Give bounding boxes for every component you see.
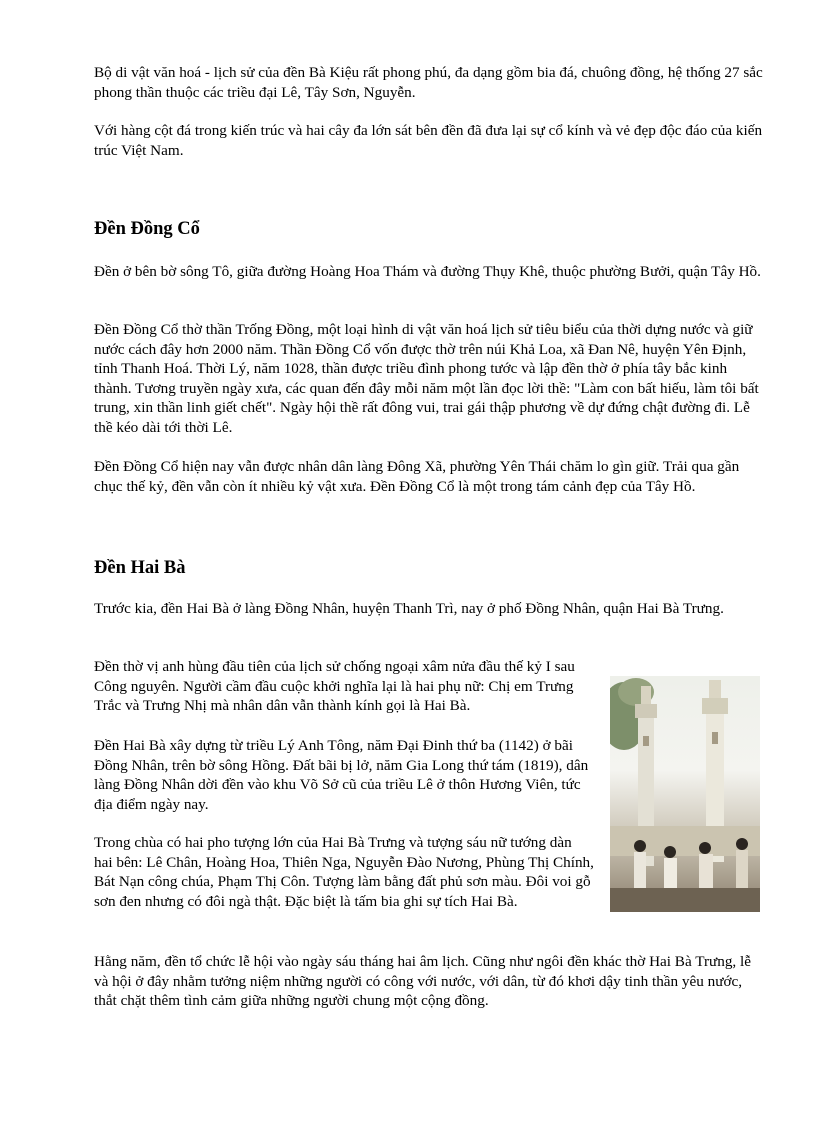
paragraph-dong-co-history: Đền Đồng Cổ thờ thần Trống Đồng, một loại hình di vật văn hoá lịch sử tiêu biểu của thời dựng nước và giữ nước cách đây hơn 2000 năm. Thần Đồng Cổ vốn được thờ trên núi Khả Loa, xã Đan Nê, huyện Yên Định, tỉnh Thanh Hoá. Thời Lý, năm 1028, thần được triều đình phong tước và lập đền thờ ở phía tây bắc kinh thành. Tương truyền ngày xưa, các quan đến đây mỗi năm một lần đọc lời thề: "Làm con bất hiếu, làm tôi bất trung, xin thần linh giết chết". Ngày hội thề rất đông vui, trai gái thập phương về dự đứng chật đường đi. Lễ thề kéo dài tới thời Lê. [94,321,759,436]
paragraph-ba-kieu-relics: Bộ di vật văn hoá - lịch sử của đền Bà Kiệu rất phong phú, đa dạng gồm bia đá, chuông đồng, hệ thống 27 sắc phong thần thuộc các triều đại Lê, Tây Sơn, Nguyễn. [94,64,763,101]
heading-den-dong-co: Đền Đồng Cổ [94,219,200,239]
paragraph-hai-ba-statues: Trong chùa có hai pho tượng lớn của Hai Bà Trưng và tượng sáu nữ tướng dàn hai bên: Lê Chân, Hoàng Hoa, Thiên Nga, Nguyễn Đào Nương, Phùng Thị Chính, Bát Nạn công chúa, Phạm Thị Côn. Tượng làm bằng đất phủ sơn màu. Đôi voi gỗ sơn đen nhưng có đôi ngà thật. Đặc biệt là tấm bia ghi sự tích Hai Bà. [94,834,594,910]
paragraph-dong-co-today: Đền Đồng Cổ hiện nay vẫn được nhân dân làng Đông Xã, phường Yên Thái chăm lo gìn giữ. Trải qua gần chục thế kỷ, đền vẫn còn ít nhiều kỷ vật xưa. Đền Đồng Cổ là một trong tám cảnh đẹp của Tây Hồ. [94,458,740,495]
temple-gate-photo [610,676,760,912]
paragraph-ba-kieu-architecture: Với hàng cột đá trong kiến trúc và hai cây đa lớn sát bên đền đã đưa lại sự cổ kính và vẻ đẹp độc đáo của kiến trúc Việt Nam. [94,122,763,159]
paragraph-hai-ba-heroes: Đền thờ vị anh hùng đầu tiên của lịch sử chống ngoại xâm nửa đầu thế kỷ I sau Công nguyên. Người cầm đầu cuộc khởi nghĩa lại là hai phụ nữ: Chị em Trưng Trắc và Trưng Nhị mà nhân dân vẫn thành kính gọi là Hai Bà. [94,658,575,715]
paragraph-dong-co-location: Đền ở bên bờ sông Tô, giữa đường Hoàng Hoa Thám và đường Thụy Khê, thuộc phường Bưởi, quận Tây Hồ. [94,263,761,280]
heading-den-hai-ba: Đền Hai Bà [94,558,186,578]
paragraph-hai-ba-location: Trước kia, đền Hai Bà ở làng Đồng Nhân, huyện Thanh Trì, nay ở phố Đồng Nhân, quận Hai Bà Trưng. [94,600,724,617]
paragraph-hai-ba-construction: Đền Hai Bà xây dựng từ triều Lý Anh Tông, năm Đại Đinh thứ ba (1142) ở bãi Đồng Nhân, trên bờ sông Hồng. Đất bãi bị lở, năm Gia Long thứ tám (1819), dân làng Đồng Nhân dời đền vào khu Võ Sở cũ của triều Lê ở thôn Hương Viên, tức địa điểm ngày nay. [94,737,589,813]
paragraph-hai-ba-festival: Hằng năm, đền tổ chức lễ hội vào ngày sáu tháng hai âm lịch. Cũng như ngôi đền khác thờ Hai Bà Trưng, lễ và hội ở đây nhằm tưởng niệm những người có công với nước, với dân, từ đó khơi dậy tinh thần yêu nước, thắt chặt thêm tình cảm giữa những người chung một cộng đồng. [94,953,751,1010]
